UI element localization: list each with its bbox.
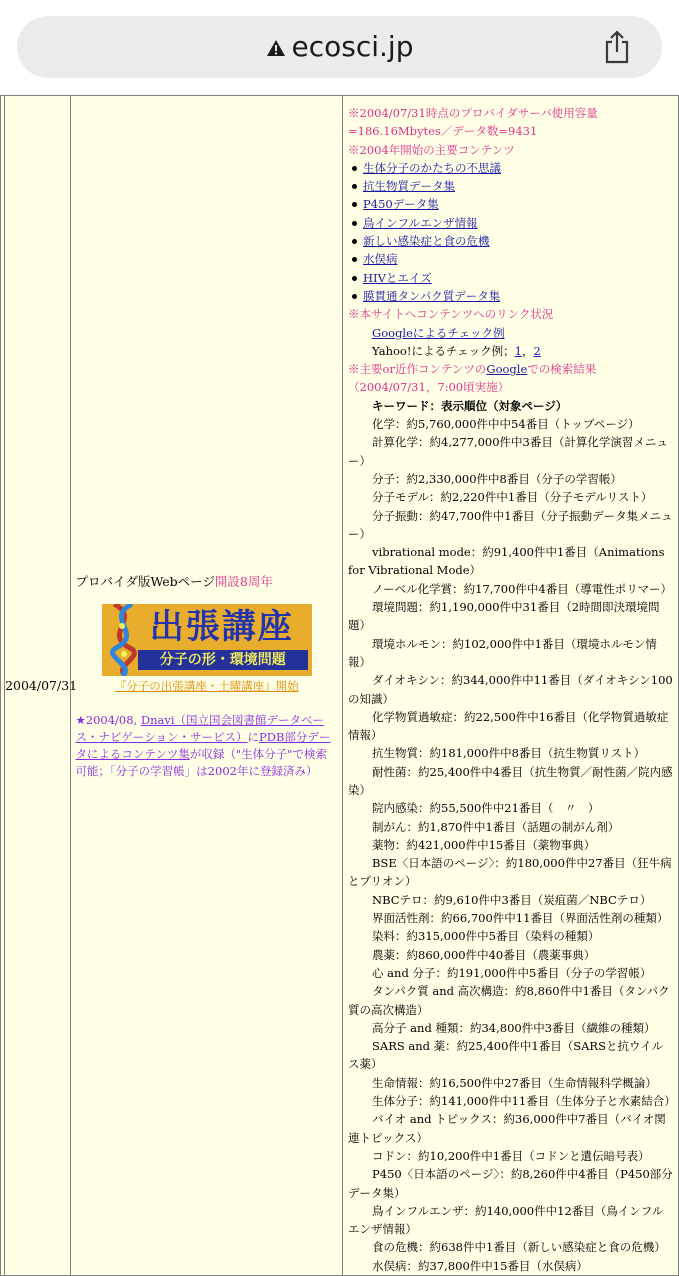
content-link[interactable]: 抗生物質データ集 (363, 179, 456, 194)
search-heading-b: での検索結果（2004/07/31，7:00頃実施） (348, 362, 597, 395)
browser-chrome (0, 0, 679, 95)
dnavi-note (75, 712, 338, 780)
content-link[interactable]: 新しい感染症と食の危機 (363, 234, 490, 249)
date-text: 2004/07/31 (5, 678, 78, 693)
content-link[interactable]: 膜貫通タンパク質データ集 (363, 288, 501, 303)
note-date: ★2004/08, (75, 712, 138, 727)
summary-cell (71, 96, 343, 1276)
keyword-header: キーワード：表示順位（対象ページ） (372, 398, 568, 413)
keyword-result: 抗生物質：約181,000件中8番目（抗生物質リスト） (372, 746, 646, 761)
keyword-result: NBCテロ：約9,610件中3番目（炭疽菌／NBCテロ） (372, 892, 652, 907)
keyword-result: タンパク質 and 高次構造：約8,860件中1番目（タンパク質の高次構造） (348, 984, 670, 1017)
keyword-result: 化学：約5,760,000件中中54番目（トップページ） (372, 417, 640, 432)
yahoo-check (348, 342, 674, 360)
keyword-result: SARS and 薬：約25,400件中1番目（SARSと抗ウイルス薬） (348, 1039, 664, 1072)
keyword-result: 環境問題：約1,190,000件中31番目（2時間即決環境問題） (348, 600, 660, 633)
list-item (348, 177, 674, 195)
url-text: ecosci.jp (291, 30, 414, 63)
share-icon[interactable] (602, 30, 632, 64)
keyword-result: 高分子 and 種類：約34,800件中3番目（繊維の種類） (372, 1020, 656, 1035)
keyword-result: 分子振動：約47,700件中1番目（分子振動データ集メニュー） (348, 508, 673, 541)
page-title (75, 572, 338, 590)
lecture-banner[interactable] (102, 604, 312, 676)
keyword-result: 心 and 分子：約191,000件中5番目（分子の学習帳） (372, 965, 652, 980)
keyword-result: 食の危機：約638件中1番目（新しい感染症と食の危機） (372, 1240, 666, 1255)
yahoo-separator: ， (521, 343, 534, 358)
yahoo-link-1[interactable]: 1 (514, 343, 522, 358)
links-heading: ※本サイトへコンテンツへのリンク状況 (348, 307, 554, 322)
keyword-result: ダイオキシン：約344,000件中11番目（ダイオキシン100の知識） (348, 673, 673, 706)
keyword-result: 生命情報：約16,500件中27番目（生命情報科学概論） (372, 1075, 657, 1090)
banner-title: 出張講座 (149, 606, 294, 647)
keyword-result: 制がん：約1,870件中1番目（話題の制がん剤） (372, 819, 620, 834)
keyword-result: 染料：約315,000件中5番目（染料の種類） (372, 929, 600, 944)
keyword-result: vibrational mode：約91,400件中1番目（Animations for Vibrational Mode） (348, 545, 665, 578)
anniversary-text: 開設8周年 (214, 573, 273, 589)
date-cell (5, 96, 78, 1276)
keyword-result: 水俣病：約37,800件中15番目（水俣病） (372, 1258, 588, 1273)
keyword-result: 分子：約2,330,000件中8番目（分子の学習帳） (372, 471, 622, 486)
keyword-result: ノーベル化学賞：約17,700件中4番目（導電性ポリマー） (372, 581, 673, 596)
note-rest: が収録（"生体分子"で検索可能；「分子の学習帳」は2002年に登録済み） (75, 746, 327, 778)
content-link[interactable]: P450データ集 (363, 197, 439, 212)
keyword-result: 計算化学：約4,277,000件中3番目（計算化学演習メニュー） (348, 435, 668, 468)
keyword-result: 分子モデル：約2,220件中1番目（分子モデルリスト） (372, 490, 653, 505)
keyword-result: 院内感染：約55,500件中21番目（ 〃 ） (372, 801, 600, 816)
title-text: プロバイダ版Webページ (75, 573, 215, 589)
details-cell (343, 96, 679, 1276)
google-link[interactable]: Google (486, 362, 528, 377)
content-link[interactable]: 生体分子のかたちの不思議 (363, 160, 502, 175)
history-table (0, 95, 679, 1276)
keyword-result: P450〈日本語のページ〉：約8,260件中4番目（P450部分データ集） (348, 1167, 673, 1200)
list-item (348, 232, 674, 250)
yahoo-link-2[interactable]: 2 (533, 343, 541, 358)
banner-subtitle: 分子の形・環境問題 (138, 650, 308, 670)
keyword-result: 薬物：約421,000件中15番目（薬物事典） (372, 837, 596, 852)
content-link[interactable]: HIVとエイズ (363, 270, 432, 285)
keyword-result: 界面活性剤：約66,700件中11番目（界面活性剤の種類） (372, 911, 669, 926)
keyword-result: 耐性菌：約25,400件中4番目（抗生物質／耐性菌／院内感染） (348, 764, 673, 797)
search-heading-a: ※主要or近作コンテンツの (348, 362, 487, 377)
list-item (348, 159, 674, 177)
list-item (348, 214, 674, 232)
pdb-collection-link[interactable]: PDB部分データによるコンテンツ集 (75, 729, 331, 761)
url-display[interactable] (17, 30, 662, 63)
server-usage-note: ※2004/07/31時点のプロバイダサーバ使用容量=186.16Mbytes／データ数=9431 (348, 106, 598, 139)
search-heading (348, 360, 674, 397)
list-item (348, 287, 674, 305)
banner-caption-link[interactable]: 『分子の出張講座・土曜講座』開始 (114, 678, 299, 693)
keyword-result: コドン：約10,200件中1番目（コドンと遺伝暗号表） (372, 1148, 650, 1163)
content-link[interactable]: 水俣病 (363, 252, 398, 267)
list-item (348, 195, 674, 213)
yahoo-label: Yahoo!によるチェック例； (372, 343, 515, 358)
warning-icon (266, 39, 286, 57)
keyword-result: 環境ホルモン：約102,000件中1番目（環境ホルモン情報） (348, 636, 657, 669)
note-mid: に (247, 729, 259, 744)
keyword-result: 化学物質過敏症：約22,500件中16番目（化学物質過敏症情報） (348, 709, 669, 743)
list-item (348, 250, 674, 268)
content-link[interactable]: 鳥インフルエンザ情報 (363, 215, 478, 230)
keyword-results (348, 415, 674, 1275)
keyword-result: BSE〈日本語のページ〉：約180,000件中27番目（狂牛病とプリオン） (348, 856, 672, 889)
list-item (348, 269, 674, 287)
table-row (1, 96, 679, 1276)
google-check-link[interactable]: Googleによるチェック例 (372, 325, 505, 340)
keyword-result: 鳥インフルエンザ：約140,000件中12番目（鳥インフルエンザ情報） (348, 1203, 664, 1237)
keyword-result: 農薬：約860,000件中40番目（農薬事典） (372, 947, 596, 962)
contents-heading: ※2004年開始の主要コンテンツ (348, 142, 515, 157)
dnavi-link[interactable]: Dnavi（国立国会図書館データベース・ナビゲーション・サービス） (75, 712, 324, 744)
address-bar[interactable] (17, 16, 662, 78)
keyword-result: バイオ and トピックス：約36,000件中7番目（バイオ関連トピックス） (348, 1112, 666, 1145)
keyword-result: 生体分子：約141,000件中11番目（生体分子と水素結合） (372, 1094, 676, 1109)
